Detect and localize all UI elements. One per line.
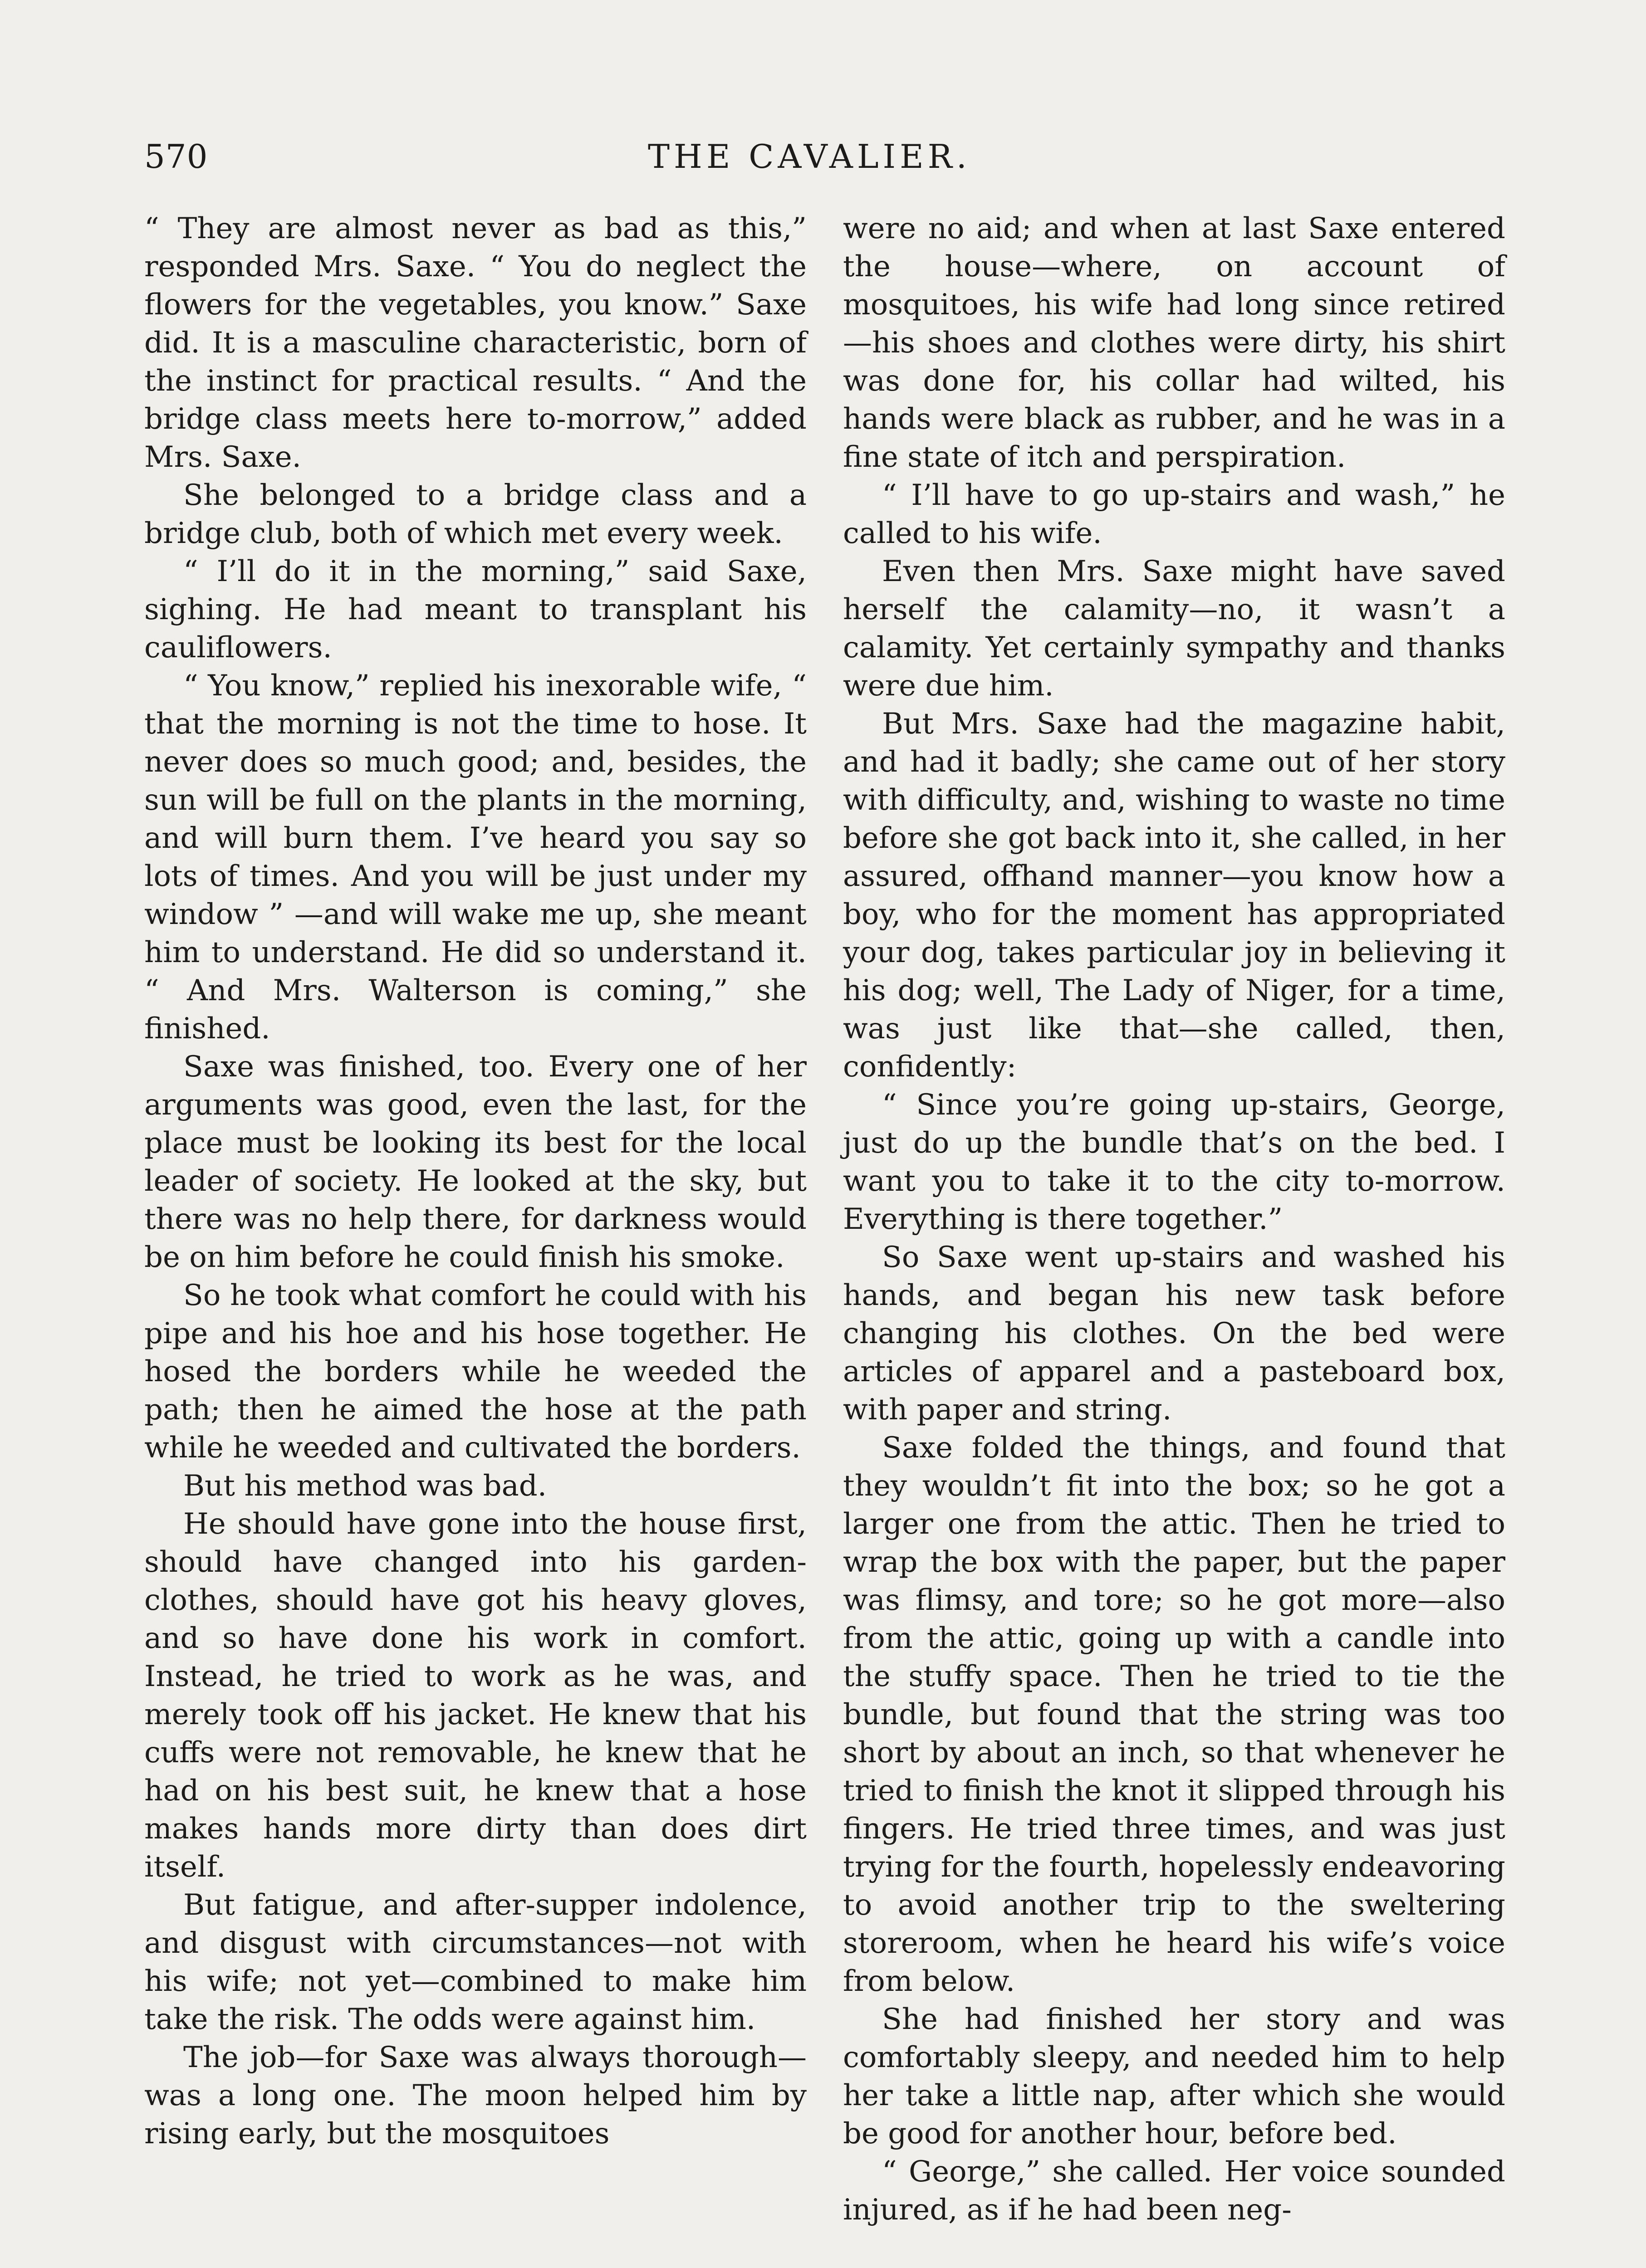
right-column: [843, 210, 1505, 2229]
paragraph: “ I’ll have to go up-stairs and wash,” he called to his wife.: [843, 479, 1505, 550]
paragraph: But Mrs. Saxe had the magazine habit, and had it badly; she came out of her story with difficulty, and, wishing to waste no time before she got back into it, she called, in her assured, offhand manner—you know how a boy, who for the moment has appropriated your dog, takes particular joy in believing it his dog; well, The Lady of Niger, for a time, was just like that—she called, then, confidently:: [843, 707, 1505, 1084]
page-number: 570: [144, 137, 208, 176]
paragraph: But his method was bad.: [183, 1469, 547, 1503]
paragraph: He should have gone into the house first, should have changed into his garden-clothes, should have got his heavy gloves, and so have done his work in comfort. Instead, he tried to work as he was, and merely took off his jacket. He knew that his cuffs were not removable, he knew that he had on his best suit, he knew that a hose makes hands more dirty than does dirt itself.: [144, 1507, 807, 1884]
paragraph: So he took what comfort he could with his pipe and his hoe and his hose together. He hosed the borders while he weeded the path; then he aimed the hose at the path while he weeded and cultivated the borders.: [144, 1279, 807, 1465]
paragraph: “ George,” she called. Her voice sounded injured, as if he had been neg-: [843, 2155, 1505, 2227]
paragraph: She had finished her story and was comfortably sleepy, and needed him to help her take a little nap, after which she would be good for another hour, before bed.: [843, 2003, 1505, 2151]
page-header: [144, 132, 1502, 181]
paragraph: “ Since you’re going up-stairs, George, just do up the bundle that’s on the bed. I want you to take it to the city to-morrow. Everything is there together.”: [843, 1088, 1505, 1236]
paragraph: “ They are almost never as bad as this,” responded Mrs. Saxe. “ You do neglect the flowers for the vegetables, you know.” Saxe did. It is a masculine characteristic, born of the instinct for practical results. “ And the bridge class meets here to-morrow,” added Mrs. Saxe.: [144, 212, 807, 474]
paragraph: “ You know,” replied his inexorable wife, “ that the morning is not the time to hose. It never does so much good; and, besides, the sun will be full on the plants in the morning, and will burn them. I’ve heard you say so lots of times. And you will be just under my window ” —and will wake me up, she meant him to understand. He did so understand it. “ And Mrs. Walterson is coming,” she finished.: [144, 669, 807, 1046]
paragraph: The job—for Saxe was always thorough—was a long one. The moon helped him by rising early, but the mosquitoes: [144, 2041, 807, 2151]
paragraph: She belonged to a bridge class and a bridge club, both of which met every week.: [144, 479, 807, 550]
paragraph: Saxe folded the things, and found that they wouldn’t fit into the box; so he got a larger one from the attic. Then he tried to wrap the box with the paper, but the paper was flimsy, and tore; so he got more—also from the attic, going up with a candle into the stuffy space. Then he tried to tie the bundle, but found that the string was too short by about an inch, so that whenever he tried to finish the knot it slipped through his fingers. He tried three times, and was just trying for the fourth, hopelessly endeavoring to avoid another trip to the sweltering storeroom, when he heard his wife’s voice from below.: [843, 1431, 1505, 1998]
paragraph-continuation: were no aid; and when at last Saxe entered the house—where, on account of mosquitoes, his wife had long since retired—his shoes and clothes were dirty, his shirt was done for, his collar had wilted, his hands were black as rubber, and he was in a fine state of itch and perspiration.: [843, 212, 1505, 474]
paragraph: “ I’ll do it in the morning,” said Saxe, sighing. He had meant to transplant his cauliflowers.: [144, 555, 807, 665]
paragraph: But fatigue, and after-supper indolence, and disgust with circumstances—not with his wife; not yet—combined to make him take the risk. The odds were against him.: [144, 1888, 807, 2036]
left-column: [144, 210, 807, 2153]
paragraph: Even then Mrs. Saxe might have saved herself the calamity—no, it wasn’t a calamity. Yet certainly sympathy and thanks were due him.: [843, 555, 1505, 703]
paragraph: So Saxe went up-stairs and washed his hands, and began his new task before changing his clothes. On the bed were articles of apparel and a pasteboard box, with paper and string.: [843, 1241, 1505, 1427]
running-head: THE CAVALIER.: [648, 137, 971, 176]
paragraph: Saxe was finished, too. Every one of her arguments was good, even the last, for the place must be looking its best for the local leader of society. He looked at the sky, but there was no help there, for darkness would be on him before he could finish his smoke.: [144, 1050, 807, 1274]
